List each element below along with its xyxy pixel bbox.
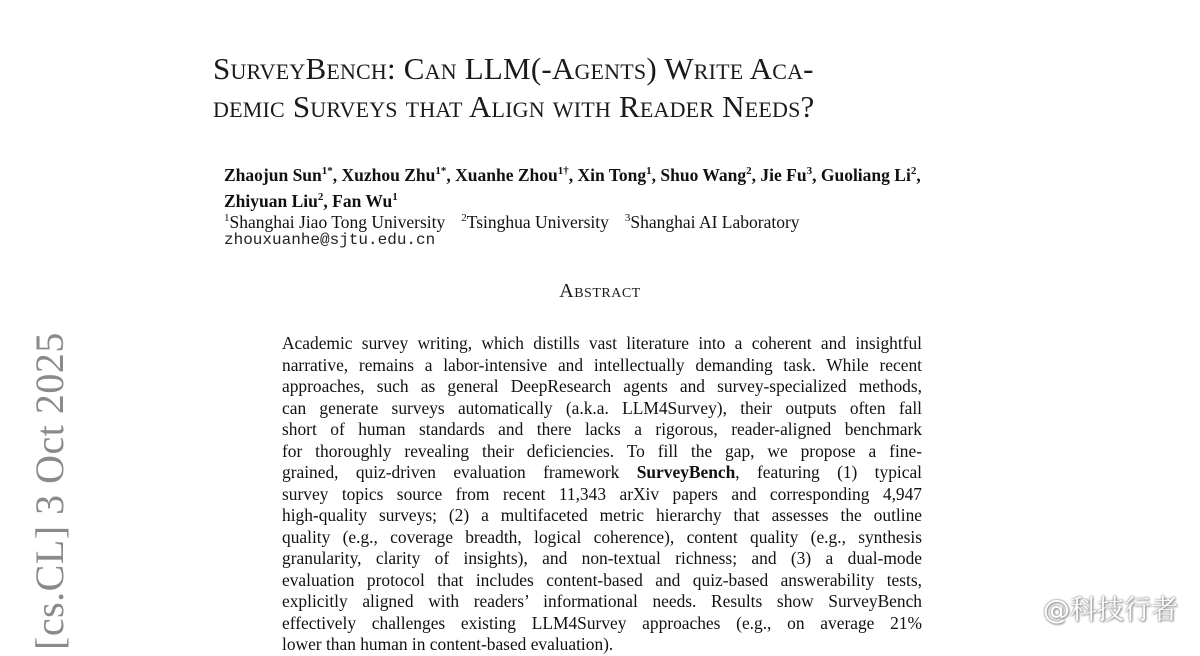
author-name: Shuo Wang <box>660 164 747 185</box>
abstract-heading: Abstract <box>559 280 641 302</box>
abstract-line: survey topics source from recent 11,343 arXiv papers and corresponding 4,947 <box>282 483 922 504</box>
affiliation-name: Shanghai Jiao Tong University <box>229 211 446 232</box>
author-affiliation-mark: 2 <box>746 165 752 177</box>
affiliation-list <box>224 207 1024 233</box>
abstract-line: effectively challenges existing LLM4Survey approaches (e.g., on average 21% <box>282 612 922 633</box>
abstract-line: Academic survey writing, which distills vast literature into a coherent and insightful <box>282 333 922 353</box>
affiliation-index: 2 <box>461 212 467 224</box>
affiliation-name: Tsinghua University <box>466 211 609 232</box>
source-watermark: @科技行者 <box>1043 595 1178 626</box>
abstract-line: quality (e.g., coverage breadth, logical coherence), content quality (e.g., synthesis <box>282 526 922 547</box>
author-name: Xuzhou Zhu <box>341 164 436 185</box>
author-affiliation-mark: 1 <box>435 165 441 177</box>
abstract-line: narrative, remains a labor-intensive and intellectually demanding task. While recent <box>282 354 922 375</box>
arxiv-side-stamp: [cs.CL] 3 Oct 2025 <box>27 332 72 650</box>
author-name: Guoliang Li <box>820 164 911 185</box>
paper-title <box>213 50 1013 126</box>
author-affiliation-mark: 3 <box>806 165 813 177</box>
abstract-line: evaluation protocol that includes content-based and quiz-based answerability tests, <box>282 569 922 590</box>
abstract-line: short of human standards and there lacks a rigorous, reader-aligned benchmark <box>282 419 922 439</box>
abstract-line: grained, quiz-driven evaluation framework SurveyBench, featuring (1) typical <box>282 462 922 482</box>
author-affiliation-mark: 2 <box>317 190 324 203</box>
affiliation-name: Shanghai AI Laboratory <box>630 211 800 232</box>
abstract-line: for thoroughly revealing their deficiencies. To fill the gap, we propose a fine- <box>282 440 922 461</box>
abstract-line: approaches, such as general DeepResearch agents and survey-specialized methods, <box>282 376 922 396</box>
author-affiliation-mark: 1 <box>321 165 328 177</box>
author-affiliation-mark: 1 <box>392 190 398 203</box>
author-name: Zhiyuan Liu <box>224 190 318 211</box>
abstract-line: lower than human in content-based evaluation). <box>282 634 614 654</box>
author-affiliation-mark: 1 <box>646 165 652 177</box>
abstract-line: granularity, clarity of insights), and non-textual richness; and (3) a dual-mode <box>282 548 922 568</box>
title-line-1: SurveyBench: Can LLM(-Agents) Write Aca- <box>213 51 814 86</box>
author-name: Xuanhe Zhou <box>455 164 558 185</box>
author-name: Zhaojun Sun <box>224 164 322 185</box>
author-name: Jie Fu <box>760 164 807 185</box>
benchmark-name: SurveyBench <box>636 462 736 482</box>
abstract-body <box>282 333 922 656</box>
contact-email[interactable]: zhouxuanhe@sjtu.edu.cn <box>224 231 436 249</box>
affiliation-index: 1 <box>224 212 230 224</box>
author-name: Xin Tong <box>577 164 647 185</box>
abstract-line: high-quality surveys; (2) a multifaceted metric hierarchy that assesses the outline <box>282 505 922 525</box>
author-list: Zhaojun Sun$^{1*}$, Xuzhou Zhu$^{1*}$, Xuanhe Zhou$^{1\dagger}$, Xin Tong$^1$, Shuo Wang$^2$, Jie Fu$^3$, Guoliang Li$^2$, Zhiyuan Liu$^2$, Fan Wu$^1$ <box>224 164 921 211</box>
author-name: Fan Wu <box>332 190 393 211</box>
abstract-line: explicitly aligned with readers’ informational needs. Results show SurveyBench <box>282 591 922 611</box>
title-line-2: demic Surveys that Align with Reader Needs? <box>213 89 815 124</box>
author-note-mark: † <box>563 165 569 177</box>
author-affiliation-mark: 1 <box>557 165 564 177</box>
author-affiliation-mark: 2 <box>910 165 917 177</box>
abstract-line: can generate surveys automatically (a.k.a. LLM4Survey), their outputs often fall <box>282 397 922 418</box>
affiliation-index: 3 <box>624 212 631 224</box>
author-note-mark: * <box>327 165 333 177</box>
author-note-mark: * <box>440 165 447 177</box>
